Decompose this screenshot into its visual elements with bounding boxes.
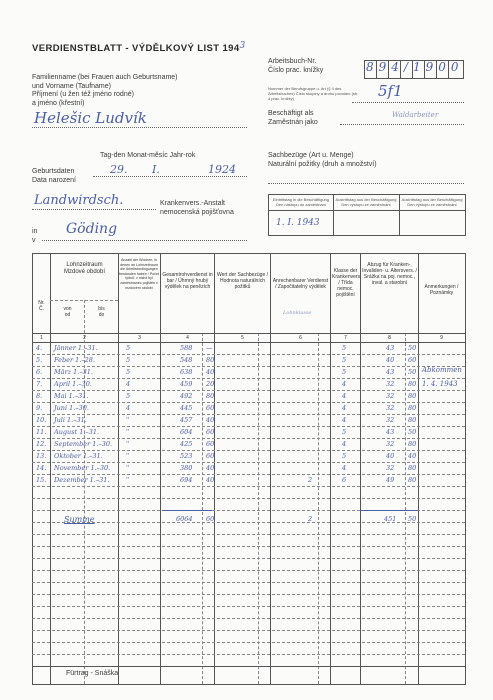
cents-line — [405, 333, 406, 684]
sachbezuege-underline — [268, 183, 464, 184]
row-nr: 4. — [36, 344, 43, 352]
beschaeftigt-underline — [340, 124, 464, 125]
row-class: 5 — [342, 452, 347, 460]
berufsgruppe-label: Nummer der Berufsgruppe u. Art (§ 4 des Arbeitsbuches) Číslo skupiny a druhu povolání (str. 4 prac. knížky) — [268, 86, 359, 101]
row-class: 4 — [342, 404, 347, 412]
row-class: 5 — [342, 368, 347, 376]
lohnklasse-stamp: Lohnklasse — [283, 310, 312, 316]
row-deduction-cents: 80 — [408, 392, 417, 400]
birth-year: 1924 — [208, 163, 236, 176]
row-gross: 457 — [180, 416, 193, 424]
sum-rule — [162, 510, 212, 511]
birth-day: 29. — [110, 163, 128, 176]
row-nr: 13. — [36, 452, 47, 460]
row-deduction-cents: 80 — [408, 476, 417, 484]
row-line — [32, 558, 465, 559]
row-gross-cents: 20 — [206, 380, 215, 388]
birth-month: I. — [152, 163, 160, 176]
sum-label: Summe — [64, 515, 95, 524]
row-gross-cents: — — [206, 344, 213, 352]
row-gross: 445 — [180, 404, 193, 412]
row-line — [32, 642, 465, 643]
row-nr: 9. — [36, 404, 43, 412]
column-line — [330, 253, 331, 684]
row-line — [32, 366, 465, 367]
row-gross-cents: 60 — [206, 404, 215, 412]
insurer-label: Krankenvers.-Anstalt nemocenská pojišťovna — [160, 200, 234, 216]
cents-line — [258, 333, 259, 684]
row-deduction: 43 — [386, 428, 395, 436]
row-line — [32, 522, 465, 523]
sum-deduction-cents: 50 — [408, 515, 417, 523]
row-line — [32, 498, 465, 499]
row-gross: 548 — [180, 356, 193, 364]
cents-line — [202, 333, 203, 684]
row-deduction: 43 — [386, 344, 395, 352]
row-line — [32, 534, 465, 535]
row-nr: 7. — [36, 380, 43, 388]
col-number: 3 — [138, 335, 141, 341]
row-gross: 492 — [180, 392, 193, 400]
row-gross-cents: 60 — [206, 452, 215, 460]
birth-label: Geburtsdaten Data narození — [32, 168, 76, 184]
col-von-header: von od — [63, 306, 72, 318]
column-line — [160, 253, 161, 684]
place-underline — [32, 209, 156, 210]
austritt-label: Austrittstag aus der Beschäftigung Den výstupu ze zaměstnání — [401, 197, 463, 207]
col-number: 8 — [388, 335, 391, 341]
col-sach-header: Wert der Sachbezüge / Hodnota naturálních požitků — [216, 272, 269, 290]
row-gross: 459 — [180, 380, 193, 388]
header-bottom-line — [32, 333, 465, 334]
row-gross-cents: 40 — [206, 464, 215, 472]
row-line — [32, 426, 465, 427]
row-deduction: 32 — [386, 404, 395, 412]
row-period: Jänner 1.–31. — [54, 344, 98, 352]
eintritt-label: Eintrittstag in die Beschäftigung Den nástupu do zaměstnání — [272, 197, 330, 207]
row-nr: 12. — [36, 440, 47, 448]
row-gross: 638 — [180, 368, 193, 376]
row-line — [32, 450, 465, 451]
berufsgruppe-value: 5f1 — [378, 82, 403, 100]
row-deduction-cents: 60 — [408, 356, 417, 364]
col-period-header: Lohnzeitraum Mzdové období — [63, 262, 106, 275]
row-weeks: 4 — [126, 380, 131, 388]
row-weeks: '' — [126, 416, 130, 424]
row-deduction-cents: 50 — [408, 344, 417, 352]
row-deduction-cents: 80 — [408, 464, 417, 472]
col-nr-header: Nr. Č. — [38, 300, 45, 312]
row-weeks: 5 — [126, 368, 131, 376]
in-label: in v — [32, 228, 38, 244]
column-line — [360, 253, 361, 684]
row-class: 6 — [342, 476, 347, 484]
row-weeks: 5 — [126, 356, 131, 364]
dates-divider — [399, 194, 400, 235]
row-class: 5 — [342, 356, 347, 364]
col-bis-header: bis do — [98, 306, 105, 318]
arbeitsbuch-value: 894/1900 — [366, 60, 464, 74]
row-deduction-cents: 80 — [408, 416, 417, 424]
row-deduction: 49 — [386, 476, 395, 484]
row-deduction-cents: 80 — [408, 380, 417, 388]
row-nr: 11. — [36, 428, 47, 436]
row-weeks: 5 — [126, 392, 131, 400]
dates-divider — [333, 194, 334, 235]
row-line — [32, 594, 465, 595]
page-title: VERDIENSTBLATT - VÝDĚLKOVÝ LIST 1943 — [32, 41, 246, 54]
row-line — [32, 354, 465, 355]
row-class: 5 — [342, 344, 347, 352]
berufsgruppe-underline — [352, 102, 464, 103]
sum-gross: 6064 — [176, 515, 193, 523]
place-value: Landwirdsch. — [34, 193, 124, 208]
date-header: Tag-den Monat-měsíc Jahr-rok — [100, 152, 196, 159]
birth-underline — [93, 176, 247, 177]
col-gross-header: Gesamtrohverdienst in bar / Úhrnný hrubý výdělek na penězích — [162, 272, 213, 290]
row-nr: 10. — [36, 416, 47, 424]
beschaeftigt-value: Waldarbeiter — [392, 111, 439, 119]
sum-sach: 2 — [308, 515, 313, 523]
column-line — [118, 253, 119, 684]
row-period: März 1.–31. — [54, 368, 93, 376]
row-gross-cents: 40 — [206, 476, 215, 484]
name-underline — [32, 127, 247, 128]
row-nr: 6. — [36, 368, 43, 376]
col-anrechenbar-header: Anrechenbarer Verdienst / Započitatelný výdělek — [272, 278, 329, 290]
row-nr: 14. — [36, 464, 47, 472]
austritt-label: Austrittstag aus der Beschäftigung Den výstupu ze zaměstnání — [335, 197, 397, 207]
row-period: November 1.–30. — [54, 464, 111, 472]
col-number: 7 — [344, 335, 347, 341]
row-gross: 694 — [180, 476, 193, 484]
footer-label: Fürtrag - Snáška — [66, 670, 119, 677]
row-gross-cents: 80 — [206, 356, 215, 364]
row-weeks: 4 — [126, 404, 131, 412]
row-period: Oktober 1.–31. — [54, 452, 103, 460]
row-deduction: 32 — [386, 380, 395, 388]
row-weeks: '' — [126, 440, 130, 448]
row-sach: 2 — [308, 476, 313, 484]
row-weeks: '' — [126, 452, 130, 460]
row-deduction: 32 — [386, 416, 395, 424]
row-deduction-cents: 50 — [408, 368, 417, 376]
col-notes-header: Anmerkungen / Poznámky — [424, 284, 459, 296]
row-gross: 425 — [180, 440, 193, 448]
name-value: Helešic Ludvík — [34, 109, 147, 127]
row-gross: 604 — [180, 428, 193, 436]
row-deduction: 43 — [386, 368, 395, 376]
row-line — [32, 630, 465, 631]
row-line — [32, 414, 465, 415]
row-period: Feber 1.–28. — [54, 356, 95, 364]
row-class: 4 — [342, 392, 347, 400]
in-value: Göding — [66, 221, 118, 237]
row-weeks: '' — [126, 428, 130, 436]
row-line — [32, 462, 465, 463]
sachbezuege-label: Sachbezüge (Art u. Menge) Naturální požitky (druh a množství) — [268, 152, 377, 168]
row-deduction-cents: 80 — [408, 440, 417, 448]
period-split — [50, 300, 118, 301]
footer-line — [32, 666, 465, 667]
col-number: 6 — [299, 335, 302, 341]
dates-divider — [268, 210, 465, 211]
row-deduction-cents: 50 — [408, 428, 417, 436]
row-gross-cents: 60 — [206, 428, 215, 436]
row-note: 1. 4. 1943 — [422, 380, 458, 388]
name-label: Familienname (bei Frauen auch Geburtsname) und Vorname (Taufname) Příjmení (u žen též jméno rodné) a jméno (křestní) — [32, 74, 178, 107]
row-nr: 15. — [36, 476, 47, 484]
row-gross: 380 — [180, 464, 193, 472]
col-number: 2 — [83, 335, 86, 341]
row-class: 4 — [342, 380, 347, 388]
row-gross: 588 — [180, 344, 193, 352]
column-line — [418, 253, 419, 684]
col-class-header: Klasse der Krankenvers. / Třída nemoc. pojištění — [332, 268, 362, 298]
row-line — [32, 390, 465, 391]
eintritt-value: 1. I. 1943 — [276, 218, 320, 228]
row-line — [32, 378, 465, 379]
row-line — [32, 402, 465, 403]
row-nr: 8. — [36, 392, 43, 400]
row-gross-cents: 80 — [206, 392, 215, 400]
col-number: 4 — [186, 335, 189, 341]
sum-gross-cents: 60 — [206, 515, 215, 523]
row-line — [32, 546, 465, 547]
column-line — [270, 253, 271, 684]
row-period: Dezember 1.–31. — [54, 476, 110, 484]
colnum-bottom-line — [32, 342, 465, 343]
row-line — [32, 474, 465, 475]
row-period: April 1.–30. — [54, 380, 92, 388]
row-period: Juli 1.–31. — [54, 416, 87, 424]
row-deduction: 40 — [386, 452, 395, 460]
row-deduction: 32 — [386, 464, 395, 472]
col-weeks-header: Anzahl der Wochen, in denen an Lohnzeitraum die Arbeitsbedingungen bestanden haben / Počet týdnů, v nichž byl zaměstnanec pojištěn v mzdovém období — [119, 258, 159, 290]
row-line — [32, 618, 465, 619]
row-deduction: 32 — [386, 392, 395, 400]
row-line — [32, 582, 465, 583]
row-weeks: '' — [126, 464, 130, 472]
row-line — [32, 570, 465, 571]
row-deduction: 40 — [386, 356, 395, 364]
row-period: August 1.–31. — [54, 428, 100, 436]
in-underline — [42, 240, 247, 241]
arbeitsbuch-label: Arbeitsbuch-Nr. Číslo prac. knížky — [268, 58, 324, 74]
col-number: 5 — [241, 335, 244, 341]
row-gross-cents: 40 — [206, 416, 215, 424]
row-period: Juni 1.–30. — [54, 404, 89, 412]
col-number: 1 — [40, 335, 43, 341]
row-gross-cents: 40 — [206, 368, 215, 376]
row-deduction: 32 — [386, 440, 395, 448]
beschaeftigt-label: Beschäftigt als Zaměstnán jako — [268, 110, 318, 126]
row-period: Mai 1.–31. — [54, 392, 89, 400]
row-deduction-cents: 40 — [408, 452, 417, 460]
row-weeks: '' — [126, 476, 130, 484]
row-line — [32, 486, 465, 487]
row-gross: 523 — [180, 452, 193, 460]
sum-rule — [360, 510, 418, 511]
col-deduction-header: Abzug für Kranken-, Invaliden- u. Altersvers. / Srážka na poj. nemoc., inval. a starobní — [362, 262, 417, 286]
row-note: Abkommen — [422, 366, 462, 374]
cents-line — [318, 333, 319, 684]
row-weeks: 5 — [126, 344, 131, 352]
sum-deduction: 451 — [384, 515, 397, 523]
row-line — [32, 438, 465, 439]
row-gross-cents: 60 — [206, 440, 215, 448]
row-nr: 5. — [36, 356, 43, 364]
row-class: 5 — [342, 428, 347, 436]
row-class: 4 — [342, 440, 347, 448]
row-class: 4 — [342, 464, 347, 472]
row-line — [32, 606, 465, 607]
row-period: September 1.–30. — [54, 440, 113, 448]
col-number: 9 — [440, 335, 443, 341]
row-class: 4 — [342, 416, 347, 424]
row-line — [32, 654, 465, 655]
row-deduction-cents: 80 — [408, 404, 417, 412]
